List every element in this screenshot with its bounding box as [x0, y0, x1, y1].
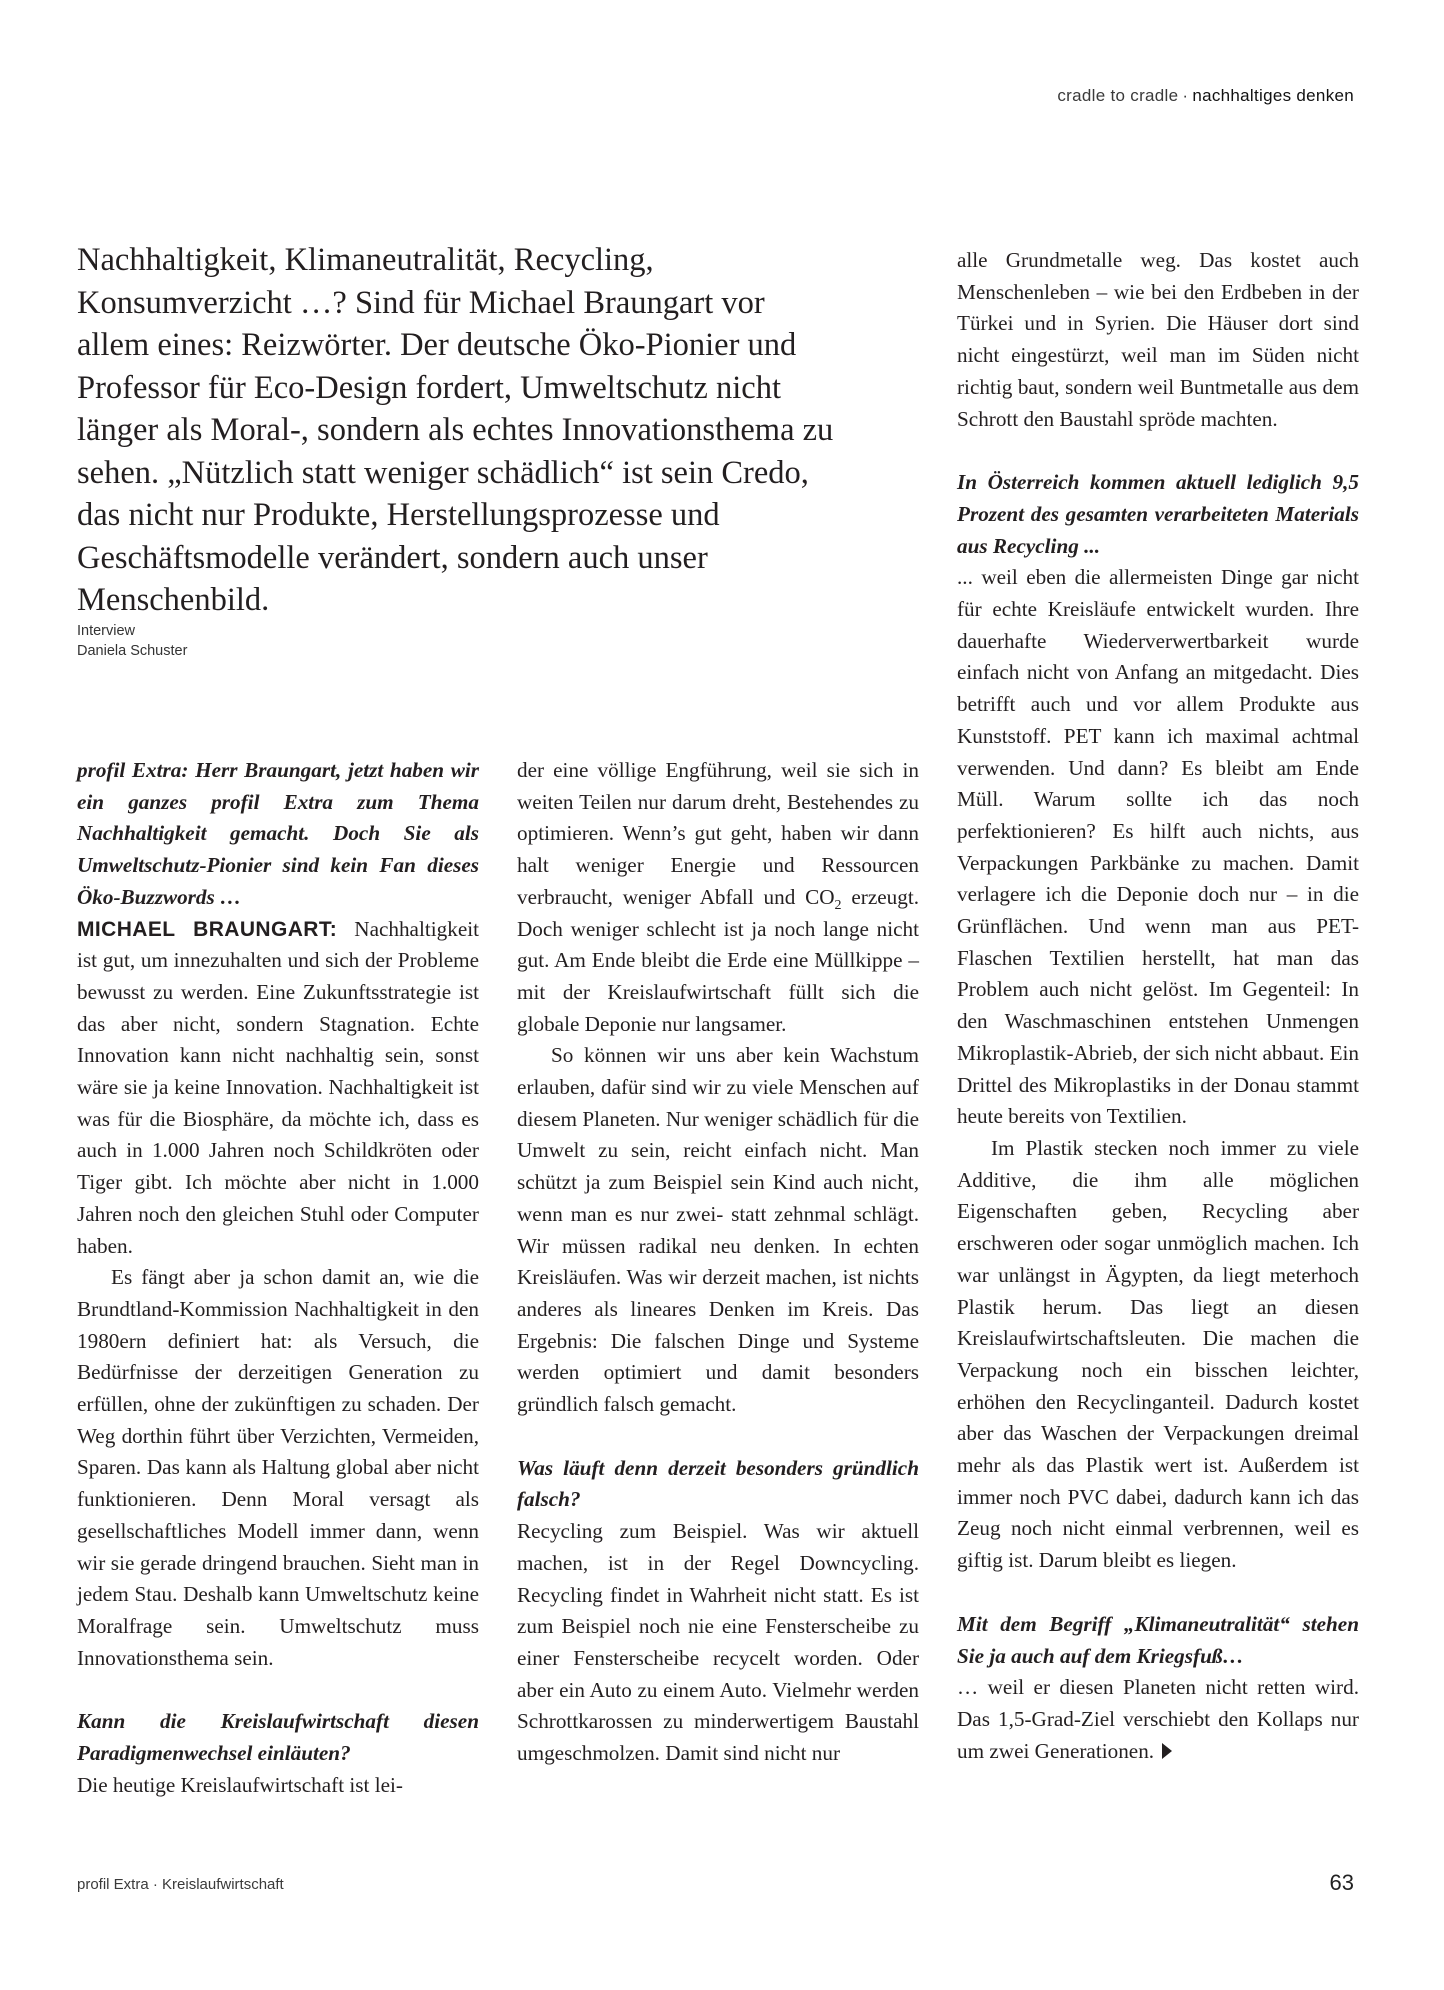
header-topic: nachhaltiges denken	[1192, 86, 1354, 105]
answer-2-paragraph: So können wir uns aber kein Wachstum erlauben, dafür sind wir zu viele Menschen auf diesem Planeten. Nur weniger schädlich für die Umwelt zu sein, reicht einfach nicht. Man schützt ja zum Beispiel sein Kind auch nicht, wenn man es nur zwei- statt zehnmal schlägt. Wir müssen radikal neu denken. In echten Kreisläufen. Was wir derzeit machen, ist nichts anderes als lineares Denken im Kreis. Das Ergebnis: Die falschen Dinge und Systeme werden optimiert und damit besonders gründlich falsch gemacht.	[517, 1043, 919, 1417]
answer-2-continued	[517, 755, 919, 1040]
answer-3-continued: alle Grundmetalle weg. Das kostet auch Menschenleben – wie bei den Erdbeben in der Türkei und in Syrien. Die Häuser dort sind nicht eingestürzt, weil man im Süden nicht richtig baut, sondern weil Buntmetalle aus dem Schrott den Baustahl spröde machten.	[957, 248, 1359, 431]
answer-5	[957, 1672, 1359, 1767]
answer-1-continued: Es fängt aber ja schon damit an, wie die Brundtland-Kommission Nachhaltigkeit in den 1980ern definiert hat: als Versuch, die Bedürfnisse der derzeitigen Generation zu erfüllen, ohne der zukünftigen zu schaden. Der Weg dorthin führt über Verzichten, Vermeiden, Sparen. Das kann als Haltung global aber nicht funktionieren. Denn Moral versagt als gesellschaftliches Modell immer dann, wenn wir sie gerade dringend brauchen. Sieht man in jedem Stau. Deshalb kann Umweltschutz keine Moralfrage sein. Umweltschutz muss Innovationsthema sein.	[77, 1265, 479, 1670]
answer-2-part-b: erzeugt. Doch weniger schlecht ist ja noch lange nicht gut. Am Ende bleibt die Erde eine Müllkippe – mit der Kreislaufwirtschaft füllt sich die globale Deponie nur langsamer.	[517, 884, 919, 1036]
header-section: cradle to cradle	[1057, 86, 1179, 105]
byline-author: Daniela Schuster	[77, 643, 188, 659]
answer-5-text: … weil er diesen Planeten nicht retten wird. Das 1,5-Grad-Ziel verschiebt den Kollaps nur um zwei Generationen.	[957, 1675, 1359, 1763]
byline-label: Interview	[77, 623, 136, 639]
co2-subscript: 2	[834, 898, 842, 914]
answer-4: ... weil eben die allermeisten Dinge gar nicht für echte Kreisläufe entwickelt wurden. Ihre dauerhafte Wiederverwertbarkeit wurde einfach nicht von Anfang an mitgedacht. Dies betrifft auch und vor allem Produkte aus Kunststoff. PET kann ich maximal achtmal verwenden. Und dann? Es bleibt am Ende Müll. Warum sollte ich das noch perfektionieren? Es hilft auch nichts, aus Verpackungen Parkbänke zu machen. Damit verlagere ich die Deponie doch nur – in die Grünflächen. Und wenn man aus PET-Flaschen Textilien herstellt, hat man das Problem auch nicht gelöst. Im Gegenteil: In den Waschmaschinen entstehen Unmengen Mikroplastik-Abrieb, der sich nicht abbaut. Ein Drittel des Mikroplastiks in der Donau stammt heute bereits von Textilien.	[957, 565, 1359, 1129]
answer-1-text: Nachhaltigkeit ist gut, um innezuhalten und sich der Probleme bewusst zu werden. Eine Zukunftsstrategie ist das aber nicht, sondern Stagnation. Echte Innovation kann nicht nachhaltig sein, sonst wäre sie ja keine Innovation. Nachhaltigkeit ist was für die Biosphäre, da möchte ich, dass es auch in 1.000 Jahren noch Schildkröten oder Tiger gibt. Ich möchte aber nicht in 1.000 Jahren noch den gleichen Stuhl oder Computer haben.	[77, 916, 479, 1258]
question-3: Was läuft denn derzeit besonders gründlich falsch?	[517, 1455, 919, 1512]
answer-3: Recycling zum Beispiel. Was wir aktuell machen, ist in der Regel Downcycling. Recycling findet in Wahrheit nicht statt. Es ist zum Beispiel noch nie eine Fensterscheibe zu einer Fensterscheibe recycelt worden. Oder aber ein Auto zu einem Auto. Vielmehr werden Schrottkarossen zu minderwertigem Baustahl umgeschmolzen. Damit sind nicht nur	[517, 1519, 919, 1766]
question-1: profil Extra: Herr Braungart, jetzt haben wir ein ganzes profil Extra zum Thema Nachhaltigkeit gemacht. Doch Sie als Umweltschutz-Pionier sind kein Fan dieses Öko-Buzzwords …	[77, 758, 479, 909]
speaker-name: MICHAEL BRAUNGART:	[77, 917, 338, 941]
answer-2: Die heutige Kreislaufwirtschaft ist lei-	[77, 1772, 403, 1797]
byline	[77, 621, 187, 661]
footer-publication: profil Extra · Kreislaufwirtschaft	[77, 1876, 284, 1893]
answer-2-part-a: der eine völlige Engführung, weil sie sich in weiten Teilen nur darum dreht, Bestehendes zu optimieren. Wenn’s gut geht, haben wir dann halt weniger Energie und Ressourcen verbraucht, weniger Abfall und CO	[517, 758, 919, 909]
text-column-2	[517, 755, 919, 1770]
text-column-1	[77, 755, 479, 1802]
answer-1	[77, 914, 479, 1263]
question-2: Kann die Kreislaufwirtschaft diesen Paradigmenwechsel einläuten?	[77, 1709, 479, 1766]
question-4: In Österreich kommen aktuell lediglich 9,5 Prozent des gesamten verarbeiteten Materials aus Recycling ...	[957, 470, 1359, 558]
text-column-3	[957, 245, 1359, 1767]
header-separator: ·	[1182, 86, 1189, 105]
lead-paragraph	[77, 239, 839, 622]
lead-text: Nachhaltigkeit, Klimaneutralität, Recycling, Konsumverzicht …? Sind für Michael Braungart vor allem eines: Reizwörter. Der deutsche Öko-Pionier und Professor für Eco-Design fordert, Umweltschutz nicht länger als Moral-, sondern als echtes Innovationsthema zu sehen. „Nützlich statt weniger schädlich“ ist sein Credo, das nicht nur Produkte, Herstellungsprozesse und Geschäftsmodelle verändert, sondern auch unser Menschenbild.	[77, 242, 834, 618]
continue-arrow-icon	[1162, 1743, 1172, 1759]
question-5: Mit dem Begriff „Klimaneutralität“ stehen Sie ja auch auf dem Kriegsfuß…	[957, 1611, 1359, 1668]
answer-4-continued: Im Plastik stecken noch immer zu viele Additive, die ihm alle möglichen Eigenschaften geben, Recycling aber erschweren oder sogar unmöglich machen. Ich war unlängst in Ägypten, da liegt meterhoch Plastik herum. Das liegt an diesen Kreislaufwirtschaftsleuten. Die machen die Verpackung noch ein bisschen leichter, erhöhen den Recyclinganteil. Dadurch kostet aber das Waschen der Verpackungen dreimal mehr als das Plastik wert ist. Außerdem ist immer noch PVC dabei, dadurch kann ich das Zeug noch nicht einmal verbrennen, weil es giftig ist. Darum bleibt es liegen.	[957, 1135, 1359, 1573]
page-number: 63	[1329, 1870, 1354, 1895]
running-header	[1057, 86, 1354, 106]
